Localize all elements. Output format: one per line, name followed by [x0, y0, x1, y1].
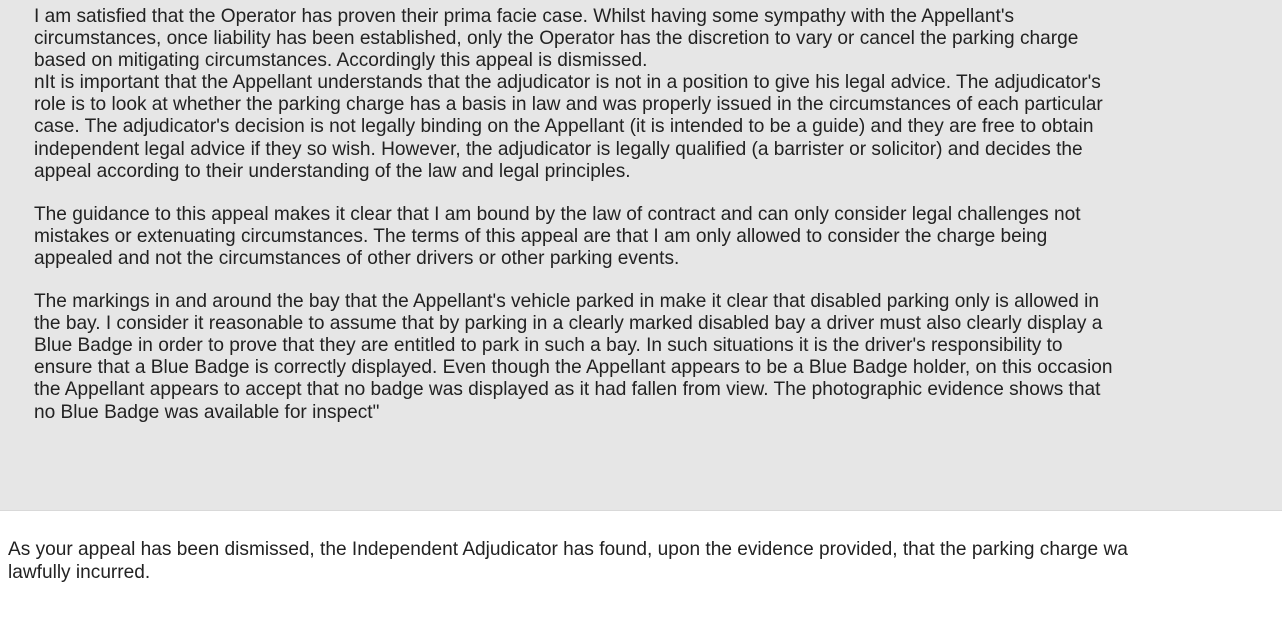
decision-paragraph-1: I am satisfied that the Operator has proven their prima facie case. Whilst having some sympathy with the Appellant's circumstances, once liability has been established, only the Operator has the discretion to vary or cancel the parking charge based on mitigating circumstances. Accordingly this appeal is dismissed. nIt is important that the Appellant understands that the adjudicator is not in a position to give his legal advice. The adjudicator's role is to look at whether the parking charge has a basis in law and was properly issued in the circumstances of each particular case. The adjudicator's decision is not legally binding on the Appellant (it is intended to be a guide) and they are free to obtain independent legal advice if they so wish. However, the adjudicator is legally qualified (a barrister or solicitor) and decides the appeal according to their understanding of the law and legal principles. — [34, 6, 1103, 182]
decision-paragraph-3: The markings in and around the bay that the Appellant's vehicle parked in make it clear that disabled parking only is allowed in the bay. I consider it reasonable to assume that by parking in a clearly marked disabled bay a driver must also clearly display a Blue Badge in order to prove that they are entitled to park in such a bay. In such situations it is the driver's responsibility to ensure that a Blue Badge is correctly displayed. Even though the Appellant appears to be a Blue Badge holder, on this occasion the Appellant appears to accept that no badge was displayed as it had fallen from view. The photographic evidence shows that no Blue Badge was available for inspect" — [34, 291, 1113, 423]
appeal-outcome-text: As your appeal has been dismissed, the Independent Adjudicator has found, upon the evidence provided, that the parking charge wa lawfully incurred. — [8, 539, 1128, 583]
decision-paragraph-2: The guidance to this appeal makes it clear that I am bound by the law of contract and can only consider legal challenges not mistakes or extenuating circumstances. The terms of this appeal are that I am only allowed to consider the charge being appealed and not the circumstances of other drivers or other parking events. — [34, 203, 1081, 269]
